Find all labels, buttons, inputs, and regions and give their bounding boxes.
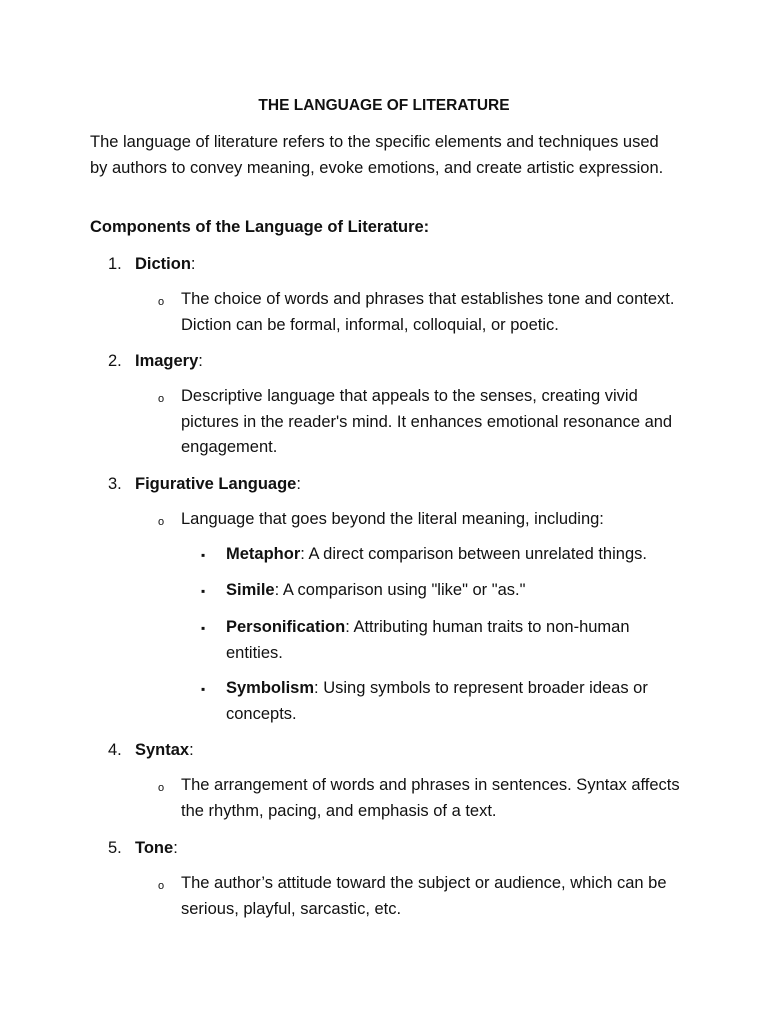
- item-colon: :: [190, 255, 196, 273]
- bullet-description: : Using symbols to represent broader ideas or concepts.: [226, 679, 648, 723]
- item-colon: :: [296, 475, 301, 493]
- item-term: Syntax: [135, 741, 190, 759]
- item-description: Descriptive language that appeals to the senses, creating vivid pictures in the reader's mind. It enhances emotional resonance and engagement.: [181, 387, 673, 456]
- bullet-term: Symbolism: [226, 679, 315, 697]
- list-item-figurative-language: [108, 473, 301, 495]
- circle-bullet-icon: o: [158, 782, 165, 794]
- item-number: 4.: [108, 741, 122, 759]
- circle-bullet-icon: o: [158, 393, 165, 405]
- square-bullet-icon: ▪: [201, 682, 206, 696]
- item-colon: :: [189, 741, 194, 759]
- item-number: 2.: [108, 352, 122, 370]
- page-title: THE LANGUAGE OF LITERATURE: [258, 97, 510, 114]
- item-colon: :: [198, 352, 203, 370]
- circle-bullet-icon: o: [158, 516, 165, 528]
- item-description: The arrangement of words and phrases in sentences. Syntax affects the rhythm, pacing, and emphasis of a text.: [181, 776, 680, 820]
- list-item-syntax: [108, 739, 194, 761]
- bullet-term: Personification: [226, 618, 346, 636]
- item-term: Tone: [135, 839, 174, 857]
- bullet-term: Simile: [226, 581, 275, 599]
- bullet-description: : Attributing human traits to non-human entities.: [226, 618, 630, 662]
- square-bullet-icon: ▪: [201, 621, 206, 635]
- bullet-term: Metaphor: [226, 545, 301, 563]
- square-bullet-icon: ▪: [201, 584, 206, 598]
- item-number: 3.: [108, 475, 122, 493]
- circle-bullet-icon: o: [158, 296, 165, 308]
- list-item-imagery: [108, 350, 203, 372]
- item-description: Language that goes beyond the literal meaning, including:: [181, 510, 604, 528]
- circle-bullet-icon: o: [158, 880, 165, 892]
- intro-paragraph: The language of literature refers to the specific elements and techniques used by authors to convey meaning, evoke emotions, and create artistic expression.: [90, 133, 664, 177]
- list-item-tone: [108, 837, 178, 859]
- item-number: 1.: [108, 255, 122, 273]
- list-item-diction: [108, 253, 196, 275]
- item-colon: :: [173, 839, 178, 857]
- square-bullet-icon: ▪: [201, 548, 206, 562]
- components-heading: Components of the Language of Literature:: [90, 218, 430, 236]
- item-description: The author’s attitude toward the subject or audience, which can be serious, playful, sarcastic, etc.: [181, 874, 667, 918]
- item-term: Diction: [135, 255, 191, 273]
- item-number: 5.: [108, 839, 122, 857]
- item-description: The choice of words and phrases that establishes tone and context. Diction can be formal, informal, colloquial, or poetic.: [181, 290, 675, 334]
- bullet-description: : A comparison using "like" or "as.": [274, 581, 526, 599]
- item-term: Imagery: [135, 352, 199, 370]
- item-term: Figurative Language: [135, 475, 297, 493]
- bullet-description: : A direct comparison between unrelated things.: [300, 545, 647, 563]
